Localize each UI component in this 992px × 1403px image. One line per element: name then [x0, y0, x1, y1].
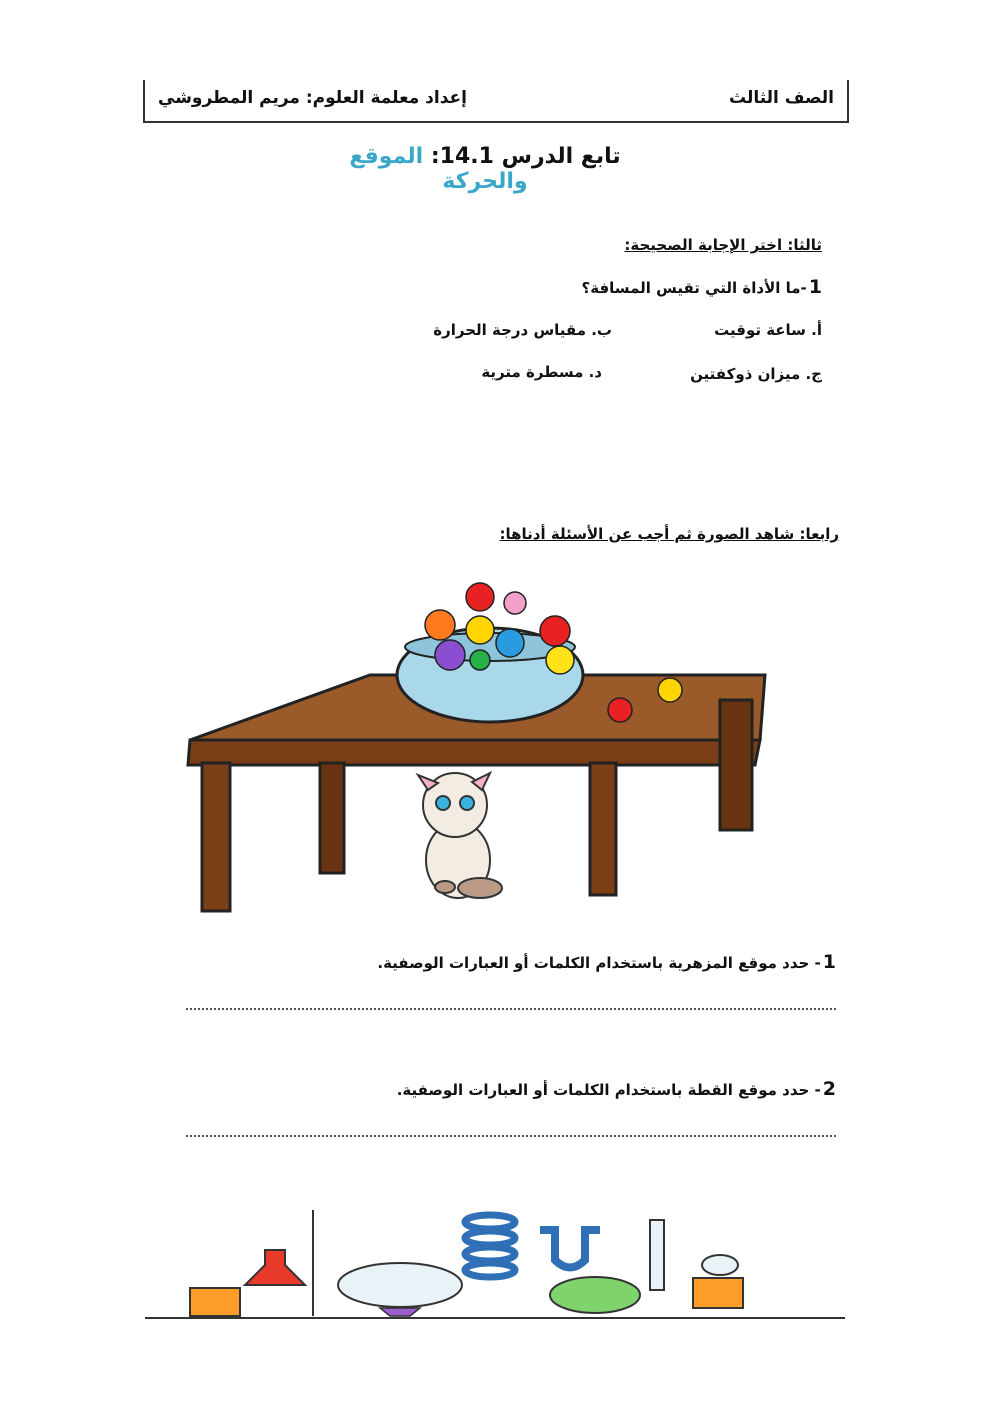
question-text: - حدد موقع القطة باستخدام الكلمات أو العبارات الوصفية. — [396, 1081, 821, 1099]
question-text: -ما الأداة التي تقيس المسافة؟ — [581, 279, 807, 297]
answer-line-1[interactable] — [186, 1008, 836, 1010]
section3-heading: ثالثا: اختر الإجابة الصحيحة: — [624, 236, 822, 254]
title-prefix: تابع الدرس — [501, 144, 621, 169]
page-title — [330, 144, 640, 194]
grade-label: الصف الثالث — [728, 88, 834, 108]
header-border-right — [847, 80, 849, 123]
question-number: 2 — [822, 1078, 836, 1100]
header-divider — [143, 121, 849, 123]
section3-question-1 — [582, 276, 822, 298]
lab-equipment-illustration — [145, 1190, 845, 1330]
title-number: 14.1: — [430, 144, 494, 169]
option-d: د. مسطرة مترية — [481, 363, 602, 381]
table-with-vase-and-cat-illustration — [180, 575, 790, 920]
question-number: 1 — [808, 276, 822, 298]
question-number: 1 — [822, 951, 836, 973]
question-text: - حدد موقع المزهرية باستخدام الكلمات أو العبارات الوصفية. — [377, 954, 821, 972]
section4-heading: رابعا: شاهد الصورة ثم أجب عن الأسئلة أدناها: — [499, 525, 839, 543]
section4-question-1 — [377, 951, 836, 973]
option-b: ب. مقياس درجة الحرارة — [433, 321, 612, 339]
answer-line-2[interactable] — [186, 1135, 836, 1137]
option-c: ج. ميزان ذوكفتين — [690, 365, 822, 383]
teacher-label: إعداد معلمة العلوم: مريم المطروشي — [158, 88, 467, 108]
section4-question-2 — [397, 1078, 836, 1100]
header-border-left — [143, 80, 145, 123]
option-a: أ. ساعة توقيت — [714, 321, 822, 339]
title-lesson: الموقع والحركة — [349, 144, 528, 194]
